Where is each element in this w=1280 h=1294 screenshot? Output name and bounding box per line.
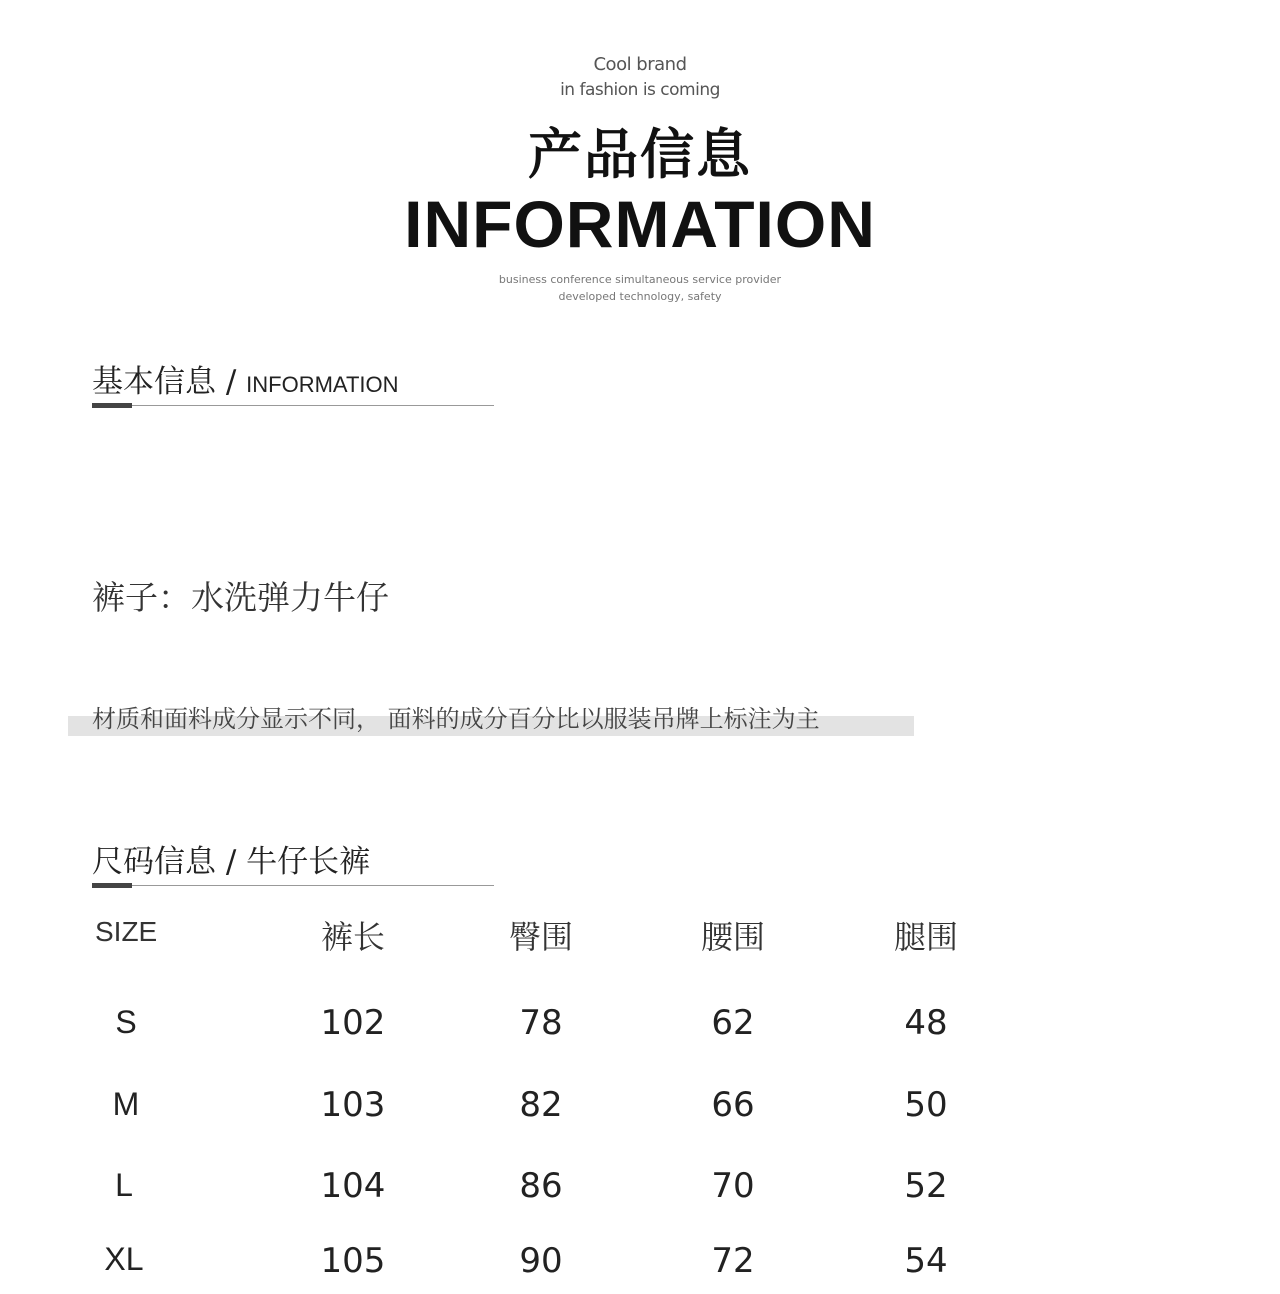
length-cell: 104 (320, 1166, 386, 1206)
size-info-divider-accent (92, 883, 132, 888)
hip-cell: 86 (519, 1166, 563, 1206)
tagline-line-1: Cool brand (593, 54, 687, 75)
subtitle-line-2: developed technology, safety (558, 290, 722, 303)
basic-info-divider-accent (92, 403, 132, 408)
page-title-cn: 产品信息 (528, 123, 752, 186)
basic-info-divider (92, 405, 494, 406)
length-cell: 103 (320, 1085, 386, 1125)
page-title-en: INFORMATION (404, 187, 876, 261)
length-cell: 105 (320, 1241, 386, 1281)
thigh-cell: 50 (904, 1085, 948, 1125)
tagline-line-2: in fashion is coming (560, 80, 720, 100)
pants-material: 裤子：水洗弹力牛仔 (92, 578, 389, 617)
size-cell: M (112, 1086, 140, 1122)
size-cell: S (115, 1004, 137, 1040)
basic-info-heading (92, 356, 399, 401)
waist-cell: 62 (711, 1003, 755, 1043)
column-header-thigh: 腿围 (893, 918, 958, 956)
size-info-divider (92, 885, 494, 886)
basic-info-heading-en: INFORMATION (246, 372, 399, 397)
size-info-heading: 尺码信息 / 牛仔长裤 (92, 844, 371, 880)
waist-cell: 70 (711, 1166, 755, 1206)
length-cell: 102 (320, 1003, 386, 1043)
basic-info-heading-cn: 基本信息 / (92, 364, 247, 400)
column-header-hip: 臀围 (508, 918, 573, 956)
thigh-cell: 52 (904, 1166, 948, 1206)
waist-cell: 72 (711, 1241, 755, 1281)
subtitle-line-1: business conference simultaneous service provider (498, 273, 782, 286)
column-header-size: SIZE (95, 916, 158, 947)
size-cell: L (115, 1167, 133, 1203)
waist-cell: 66 (711, 1085, 755, 1125)
thigh-cell: 48 (904, 1003, 948, 1043)
hip-cell: 82 (519, 1085, 563, 1125)
column-header-length: 裤长 (320, 918, 385, 956)
column-header-waist: 腰围 (700, 918, 765, 956)
size-cell: XL (104, 1241, 144, 1277)
material-note: 材质和面料成分显示不同， 面料的成分百分比以服装吊牌上标注为主 (92, 705, 820, 733)
thigh-cell: 54 (904, 1241, 948, 1281)
hip-cell: 90 (519, 1241, 563, 1281)
hip-cell: 78 (519, 1003, 563, 1043)
